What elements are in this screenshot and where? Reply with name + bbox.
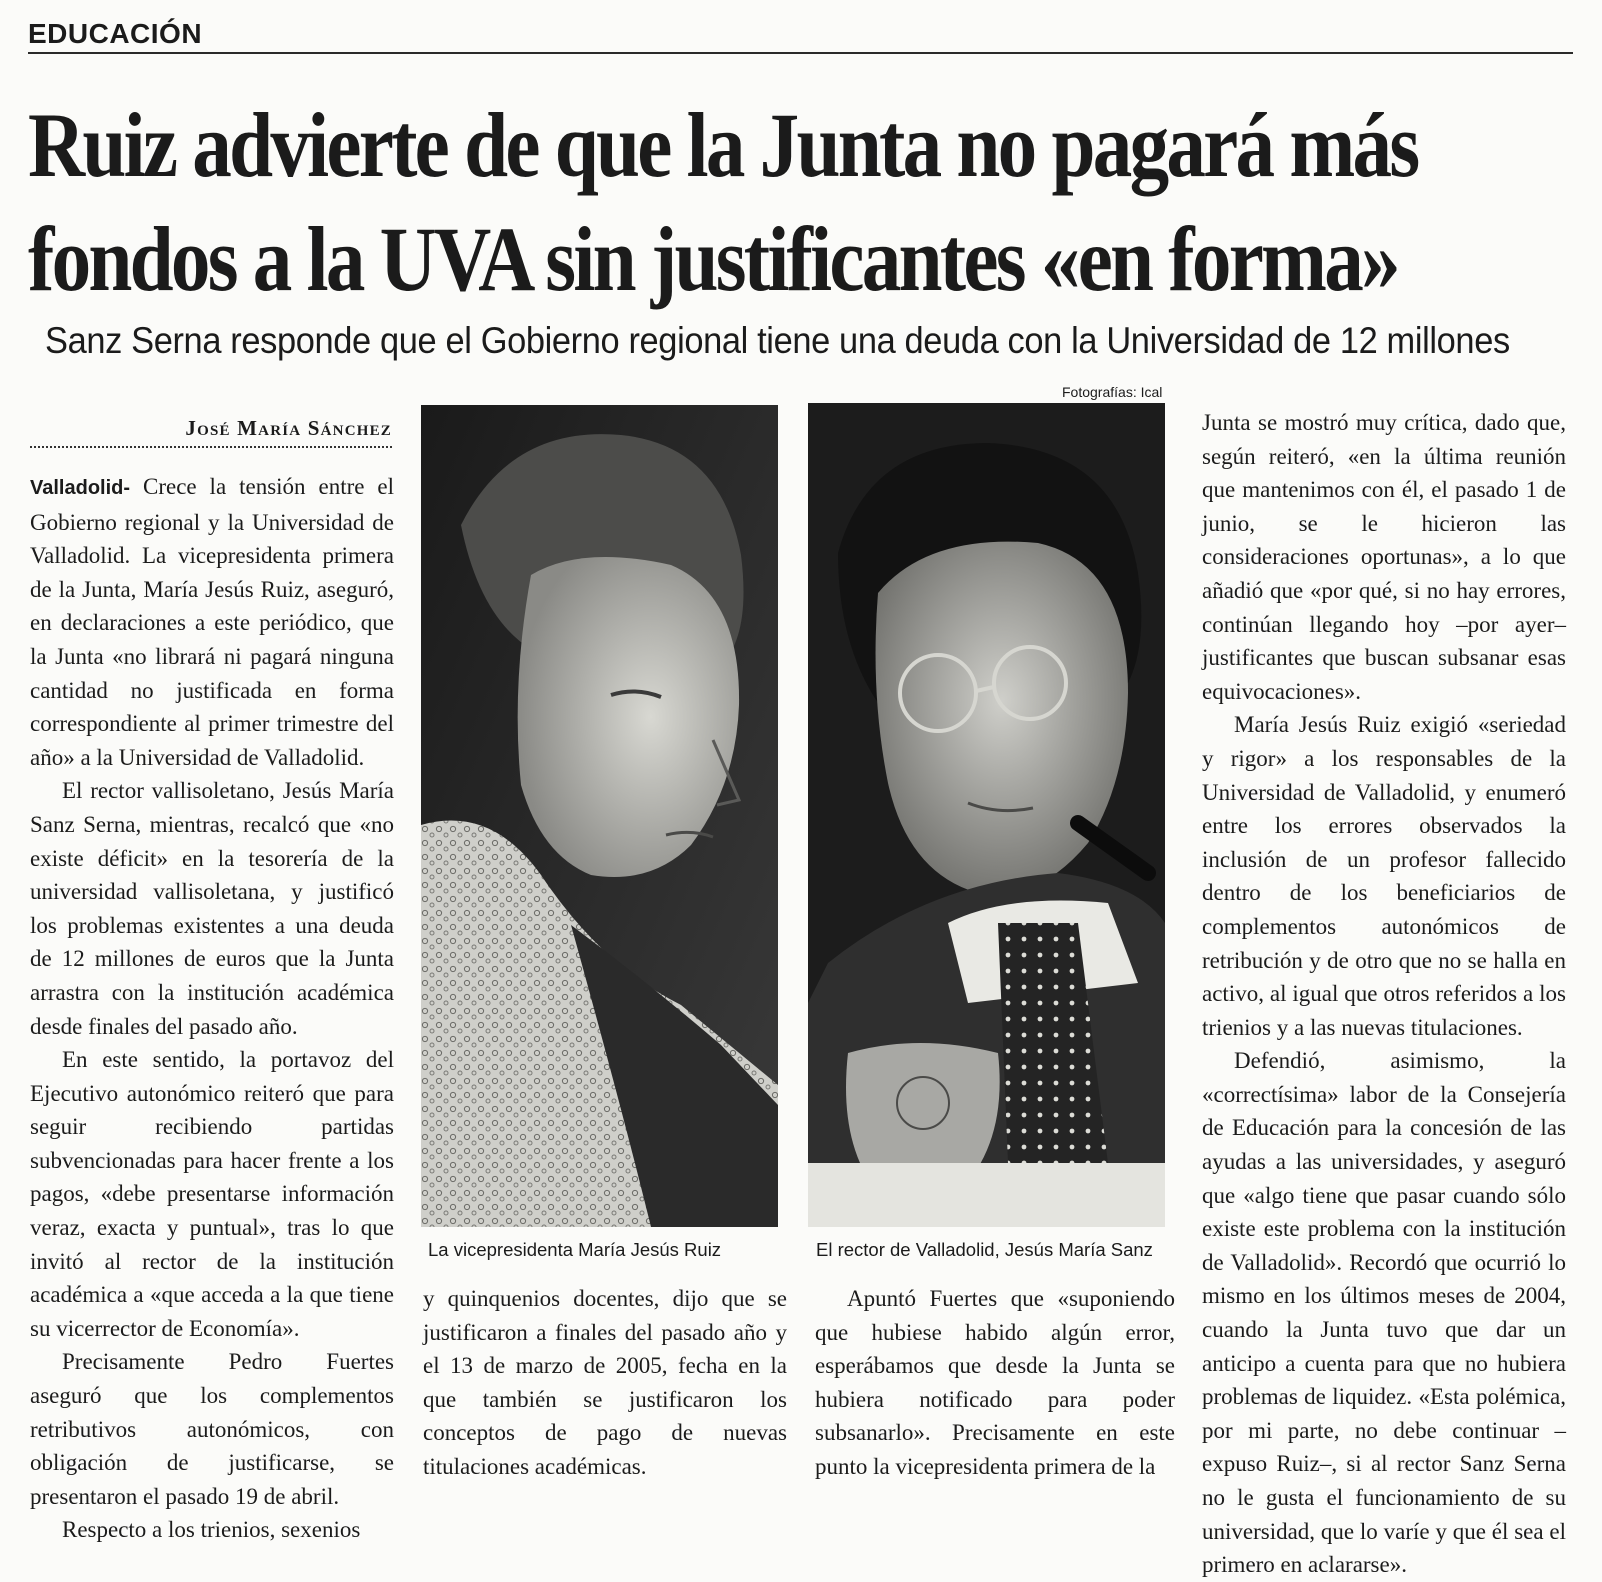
paragraph: El rector vallisoletano, Jesús María Sanz Serna, mientras, recalcó que «no existe déficit» en la tesorería de la universidad vallisoletana, y justificó los problemas existentes a una deuda de 12 millones de euros que la Junta arrastra con la institución académica desde finales del pasado año. (30, 778, 394, 1039)
woman-portrait-image (421, 405, 778, 1227)
photo-woman (421, 405, 778, 1227)
paragraph: Precisamente Pedro Fuertes aseguró que los complementos retributivos autonómicos, con obligación de justificarse, se presentaron el pasado 19 de abril. (30, 1349, 394, 1509)
byline-rule (30, 446, 392, 448)
headline-line-2: fondos a la UVA sin justificantes «en forma» (28, 208, 1398, 310)
man-portrait-image (808, 403, 1165, 1227)
photo-caption-2: El rector de Valladolid, Jesús María Sanz (816, 1239, 1153, 1260)
paragraph (30, 470, 394, 774)
paragraph: Defendió, asimismo, la «correctísima» labor de la Consejería de Educación para la concesión de las ayudas a las universidades, y aseguró que «algo tiene que pasar cuando sólo existe este problema con la institución de Valladolid». Recordó que ocurrió lo mismo en los últimos meses de 2004, cuando la Junta tuvo que dar un anticipo a cuenta para que no hubiera problemas de liquidez. «Esta polémica, por mi parte, no debe continuar –expuso Ruiz–, si al rector Sanz Serna no le gusta el funcionamiento de su universidad, que lo varíe y que él sea el primero en aclararse». (1202, 1048, 1566, 1578)
article-column-1 (30, 470, 394, 1547)
headline (28, 88, 1418, 316)
dateline: Valladolid- (30, 477, 131, 499)
article-column-2 (423, 1282, 787, 1484)
paragraph: Junta se mostró muy crítica, dado que, según reiteró, «en la última reunión que mantenimos con él, el pasado 1 de junio, se le hicieron las consideraciones oportunas», a lo que añadió que «por qué, si no hay errores, continúan llegando hoy –por ayer– justificantes que buscan subsanar esas equivocaciones». (1202, 410, 1566, 704)
paragraph: y quinquenios docentes, dijo que se justificaron a finales del pasado año y el 13 de marzo de 2005, fecha en la que también se justificaron los conceptos de pago de nuevas titulaciones académicas. (423, 1286, 787, 1479)
paragraph: Apuntó Fuertes que «suponiendo que hubiese habido algún error, esperábamos que desde la Junta se hubiera notificado para poder subsanarlo». Precisamente en este punto la vicepresidenta primera de la (815, 1286, 1175, 1479)
paragraph: María Jesús Ruiz exigió «seriedad y rigor» a los responsables de la Universidad de Valladolid, y enumeró entre los errores observados la inclusión de un profesor fallecido dentro de los beneficiarios de complementos autonómicos de retribución y de otro que no se halla en activo, al igual que otros referidos a los trienios y a las nuevas titulaciones. (1202, 712, 1566, 1040)
section-rule (28, 52, 1573, 54)
headline-line-1: Ruiz advierte de que la Junta no pagará más (28, 94, 1418, 196)
paragraph: Respecto a los trienios, sexenios (62, 1517, 361, 1543)
byline: José María Sánchez (185, 416, 392, 440)
paragraph: En este sentido, la portavoz del Ejecutivo autonómico reiteró que para seguir recibiendo partidas subvencionadas para hacer frente a los pagos, «debe presentarse información veraz, exacta y puntual», tras lo que invitó al rector de la institución académica a «que acceda a la que tiene su vicerrector de Economía». (30, 1047, 394, 1341)
section-label: EDUCACIÓN (28, 18, 203, 49)
subheadline: Sanz Serna responde que el Gobierno regional tiene una deuda con la Universidad de 12 millones (45, 320, 1510, 361)
photo-credit: Fotografías: Ical (1062, 384, 1163, 400)
article-column-4 (1202, 406, 1566, 1582)
paragraph-text: Crece la tensión entre el Gobierno regional y la Universidad de Valladolid. La vicepresidenta primera de la Junta, María Jesús Ruiz, aseguró, en declaraciones a este periódico, que la Junta «no librará ni pagará ninguna cantidad no justificada en forma correspondiente al primer trimestre del año» a la Universidad de Valladolid. (30, 474, 395, 770)
photo-caption-1: La vicepresidenta María Jesús Ruiz (428, 1239, 722, 1260)
photo-man (808, 403, 1165, 1227)
article-column-3 (815, 1282, 1175, 1484)
